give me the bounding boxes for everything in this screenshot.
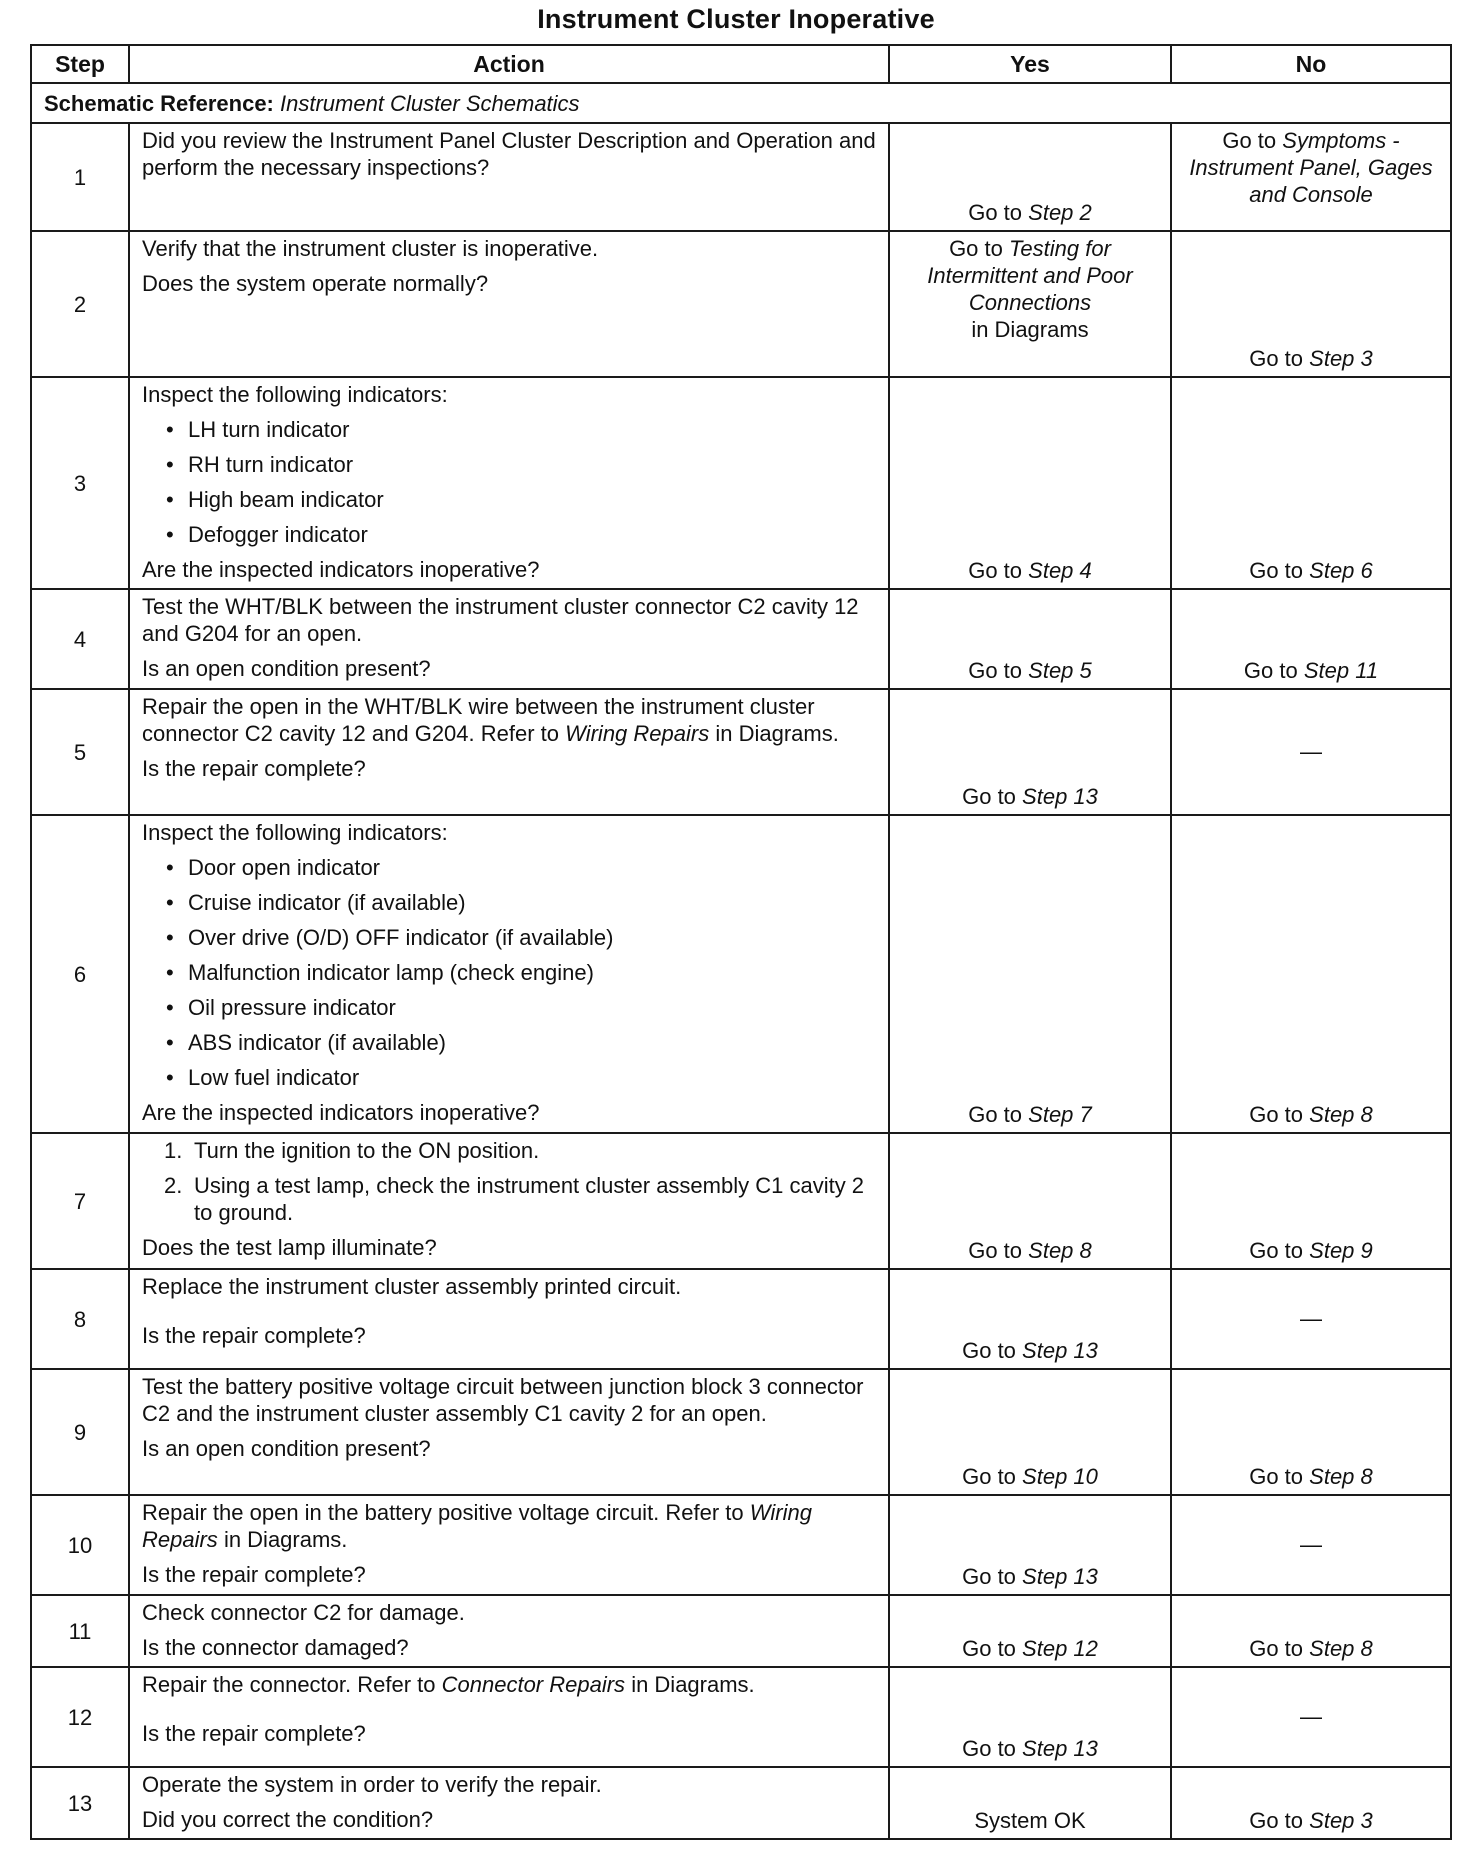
table-row [31,589,1451,689]
indicator-list [142,416,878,548]
yes-ref: Step 13 [1022,1564,1098,1589]
no-ref: Step 8 [1309,1636,1373,1661]
no-ref: Step 3 [1309,1808,1373,1833]
list-item: • Oil pressure indicator [166,994,878,1021]
action-question: Are the inspected indicators inoperative? [142,557,540,582]
no-cell [1171,1667,1451,1767]
yes-ref: Step 4 [1028,558,1092,583]
yes-prefix: Go to [968,1102,1023,1127]
yes-prefix: Go to [962,1736,1016,1761]
list-item: • Defogger indicator [166,521,878,548]
list-number: 2. [164,1173,183,1198]
action-cell [129,589,889,689]
action-question: Are the inspected indicators inoperative? [142,1100,540,1125]
action-text: Operate the system in order to verify the repair. [142,1772,602,1797]
table-row [31,1369,1451,1495]
table-row [31,1595,1451,1667]
table-row [31,231,1451,377]
table-row [31,377,1451,589]
action-question: Is an open condition present? [142,1436,431,1461]
yes-prefix: Go to [968,200,1023,225]
page-title: Instrument Cluster Inoperative [537,4,935,34]
list-item [164,1172,878,1226]
step-number: 8 [31,1269,129,1369]
yes-cell [889,1369,1171,1495]
action-text-part: in Diagrams. [631,1672,755,1697]
header-step: Step [31,45,129,83]
table-row [31,1269,1451,1369]
yes-cell [889,589,1171,689]
yes-prefix: Go to [962,784,1016,809]
step-number: 4 [31,589,129,689]
step-number: 5 [31,689,129,815]
no-dash: — [1300,1306,1322,1331]
list-item: • High beam indicator [166,486,878,513]
action-question: Is the connector damaged? [142,1635,409,1660]
yes-cell [889,123,1171,231]
action-cell [129,1495,889,1595]
yes-ref: Testing for Intermittent and Poor Connections [927,236,1133,315]
yes-prefix: Go to [962,1636,1016,1661]
yes-ref: Step 13 [1022,1736,1098,1761]
table-row [31,123,1451,231]
action-text-part: in Diagrams. [715,721,839,746]
action-question: Is an open condition present? [142,656,431,681]
yes-cell [889,1133,1171,1269]
yes-prefix: Go to [962,1564,1016,1589]
action-cell [129,1133,889,1269]
action-text: Test the WHT/BLK between the instrument cluster connector C2 cavity 12 and G204 for an open. [142,594,859,646]
no-prefix: Go to [1249,1636,1304,1661]
list-number: 1. [164,1138,183,1163]
no-cell [1171,1495,1451,1595]
no-dash: — [1300,1532,1322,1557]
action-cell [129,1667,889,1767]
no-ref: Step 8 [1309,1102,1373,1127]
no-prefix: Go to [1222,128,1277,153]
no-ref: Step 6 [1309,558,1373,583]
action-question: Is the repair complete? [142,1721,366,1746]
action-text-ref: Connector Repairs [441,1672,626,1697]
action-question: Does the test lamp illuminate? [142,1235,437,1260]
no-ref: Symptoms - Instrument Panel, Gages and Console [1189,128,1433,207]
action-cell [129,1767,889,1839]
yes-cell [889,377,1171,589]
no-cell [1171,1133,1451,1269]
action-intro: Inspect the following indicators: [142,820,448,845]
yes-prefix: Go to [949,236,1003,261]
no-prefix: Go to [1249,346,1304,371]
no-prefix: Go to [1249,1808,1304,1833]
yes-ref: Step 8 [1028,1238,1092,1263]
table-row [31,1133,1451,1269]
action-text [142,1671,878,1698]
no-prefix: Go to [1249,1238,1304,1263]
list-item: • Malfunction indicator lamp (check engine) [166,959,878,986]
schematic-reference-row [31,83,1451,123]
indicator-list [142,854,878,1091]
no-cell [1171,689,1451,815]
yes-ref: Step 13 [1022,784,1098,809]
action-cell [129,1269,889,1369]
yes-cell [889,1269,1171,1369]
action-text [142,1499,878,1553]
action-cell [129,1595,889,1667]
action-question: Is the repair complete? [142,756,366,781]
action-text-part: Repair the open in the WHT/BLK wire between the instrument cluster connector C2 cavity 12 and G204. Refer to [142,694,815,746]
yes-prefix: Go to [968,1238,1023,1263]
action-text-part: Repair the open in the battery positive voltage circuit. Refer to [142,1500,744,1525]
yes-ref: Step 5 [1028,658,1092,683]
action-text-part: in Diagrams. [223,1527,348,1552]
no-cell [1171,123,1451,231]
no-cell [1171,1595,1451,1667]
no-cell [1171,589,1451,689]
yes-ref: Step 13 [1022,1338,1098,1363]
step-number: 12 [31,1667,129,1767]
yes-ref: Step 7 [1028,1102,1092,1127]
header-no: No [1171,45,1451,83]
schematic-reference [31,83,1451,123]
step-number: 6 [31,815,129,1133]
header-yes: Yes [889,45,1171,83]
no-prefix: Go to [1249,1102,1304,1127]
yes-prefix: Go to [962,1464,1016,1489]
no-cell [1171,1369,1451,1495]
action-cell [129,231,889,377]
step-number: 10 [31,1495,129,1595]
list-item [164,1137,878,1164]
no-cell [1171,815,1451,1133]
no-cell [1171,377,1451,589]
yes-result: System OK [974,1808,1086,1833]
yes-prefix: Go to [968,558,1023,583]
no-cell [1171,1767,1451,1839]
list-text: Turn the ignition to the ON position. [194,1138,540,1163]
action-cell [129,689,889,815]
step-number: 9 [31,1369,129,1495]
list-item: • LH turn indicator [166,416,878,443]
action-text: Did you review the Instrument Panel Cluster Description and Operation and perform the necessary inspections? [142,128,876,180]
yes-prefix: Go to [968,658,1023,683]
action-question: Does the system operate normally? [142,271,489,296]
step-number: 13 [31,1767,129,1839]
yes-ref: Step 12 [1022,1636,1098,1661]
action-text-part: Repair the connector. Refer to [142,1672,436,1697]
action-cell [129,377,889,589]
list-item: • Over drive (O/D) OFF indicator (if available) [166,924,878,951]
no-prefix: Go to [1243,658,1298,683]
list-item: • Cruise indicator (if available) [166,889,878,916]
table-row [31,1667,1451,1767]
yes-ref: Step 2 [1028,200,1092,225]
action-question: Did you correct the condition? [142,1807,434,1832]
schematic-reference-label: Schematic Reference: [44,90,274,116]
yes-cell [889,231,1171,377]
no-ref: Step 9 [1309,1238,1373,1263]
no-cell [1171,231,1451,377]
list-item: • RH turn indicator [166,451,878,478]
table-row [31,815,1451,1133]
no-prefix: Go to [1249,558,1304,583]
yes-cell [889,815,1171,1133]
list-item: • ABS indicator (if available) [166,1029,878,1056]
action-question: Is the repair complete? [142,1323,366,1348]
step-number: 3 [31,377,129,589]
action-cell [129,815,889,1133]
yes-cell [889,689,1171,815]
action-text: Replace the instrument cluster assembly printed circuit. [142,1274,682,1299]
yes-cell [889,1595,1171,1667]
step-number: 2 [31,231,129,377]
yes-suffix: in Diagrams [971,317,1089,342]
no-ref: Step 8 [1309,1464,1373,1489]
list-item: • Low fuel indicator [166,1064,878,1091]
action-text [142,693,878,747]
action-text: Check connector C2 for damage. [142,1600,465,1625]
table-row [31,689,1451,815]
action-text: Verify that the instrument cluster is inoperative. [142,236,599,261]
no-prefix: Go to [1249,1464,1304,1489]
list-text: Using a test lamp, check the instrument cluster assembly C1 cavity 2 to ground. [194,1173,865,1225]
yes-cell [889,1667,1171,1767]
yes-prefix: Go to [962,1338,1016,1363]
table-row [31,1767,1451,1839]
header-action: Action [129,45,889,83]
header-row [31,45,1451,83]
step-number: 7 [31,1133,129,1269]
action-cell [129,1369,889,1495]
step-number: 11 [31,1595,129,1667]
no-ref: Step 11 [1303,658,1379,683]
no-cell [1171,1269,1451,1369]
table-row [31,1495,1451,1595]
yes-ref: Step 10 [1022,1464,1098,1489]
action-intro: Inspect the following indicators: [142,382,448,407]
step-number: 1 [31,123,129,231]
procedure-list [142,1137,878,1226]
action-question: Is the repair complete? [142,1562,366,1587]
yes-cell [889,1767,1171,1839]
diagnostic-table [30,44,1452,1840]
action-cell [129,123,889,231]
no-dash: — [1300,1704,1322,1729]
action-text-ref: Wiring Repairs [565,721,710,746]
no-dash: — [1300,739,1322,764]
no-ref: Step 3 [1309,346,1373,371]
list-item: • Door open indicator [166,854,878,881]
schematic-reference-value: Instrument Cluster Schematics [280,90,580,116]
action-text-ref: Wiring Repairs [142,1500,812,1552]
yes-cell [889,1495,1171,1595]
action-text: Test the battery positive voltage circuit between junction block 3 connector C2 and the instrument cluster assembly C1 cavity 2 for an open. [142,1374,864,1426]
